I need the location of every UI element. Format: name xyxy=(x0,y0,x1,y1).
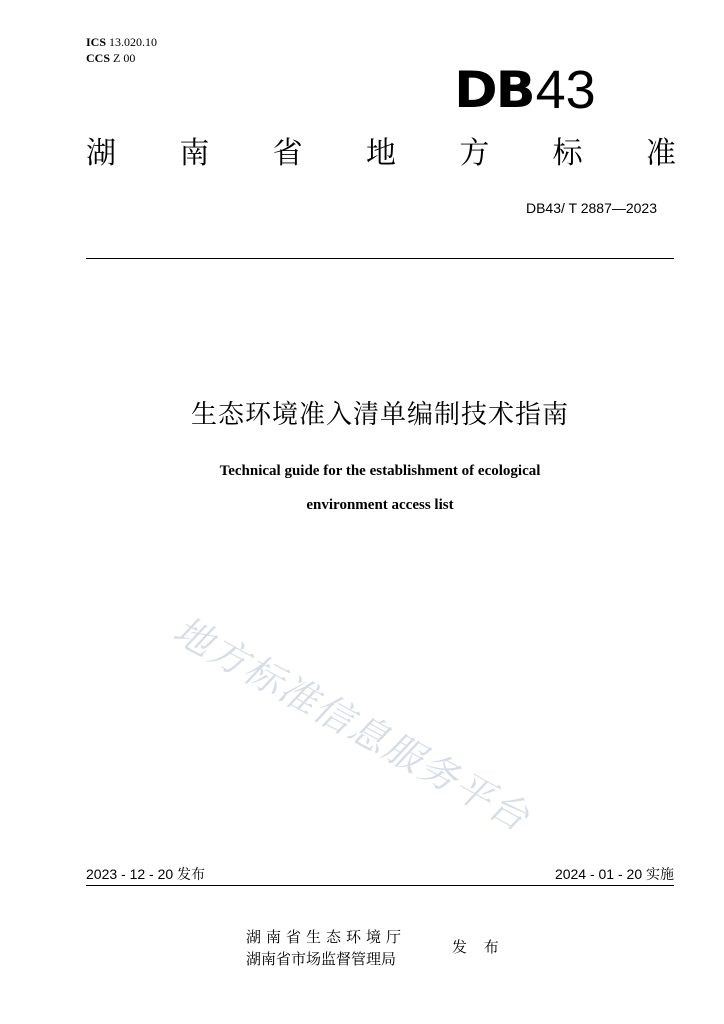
issuer-market-regulation-bureau: 湖南省市场监督管理局 xyxy=(246,950,397,968)
issuing-authorities xyxy=(246,926,406,970)
standard-type-char: 湖 xyxy=(86,136,116,171)
watermark: 地方标准信息服务平台 xyxy=(166,607,538,841)
issuer-environment-department: 湖南省生态环境厅 xyxy=(246,928,407,946)
ics-line xyxy=(86,34,157,50)
title-english xyxy=(0,454,724,522)
ics-value: 13.020.10 xyxy=(109,35,158,49)
standard-code: DB43/ T 2887—2023 xyxy=(525,200,657,216)
ics-label: ICS xyxy=(86,35,107,49)
ccs-label: CCS xyxy=(86,51,111,65)
title-english-line2: environment access list xyxy=(306,497,454,513)
issue-action-label: 发 布 xyxy=(452,938,505,956)
implementation-date: 2024 - 01 - 20 实施 xyxy=(554,866,674,882)
standard-type-char: 南 xyxy=(179,136,210,171)
standard-type-char: 方 xyxy=(459,136,490,171)
ccs-line xyxy=(86,50,157,66)
logo-number: 43 xyxy=(535,60,596,120)
standard-type-char: 准 xyxy=(645,136,676,171)
logo-prefix: DB xyxy=(454,61,534,119)
standard-type-char: 省 xyxy=(272,136,303,171)
bottom-divider xyxy=(86,885,674,886)
ccs-value: Z 00 xyxy=(113,51,136,65)
standard-type-char: 地 xyxy=(365,136,396,171)
title-chinese: 生态环境准入清单编制技术指南 xyxy=(190,400,569,430)
db43-logo xyxy=(456,62,596,118)
top-divider xyxy=(86,258,674,259)
standard-type xyxy=(86,136,676,172)
issue-date: 2023 - 12 - 20 发布 xyxy=(86,866,206,882)
title-english-line1: Technical guide for the establishment of ecological xyxy=(219,463,541,479)
standard-type-char: 标 xyxy=(552,136,583,171)
classification-codes xyxy=(86,34,157,66)
